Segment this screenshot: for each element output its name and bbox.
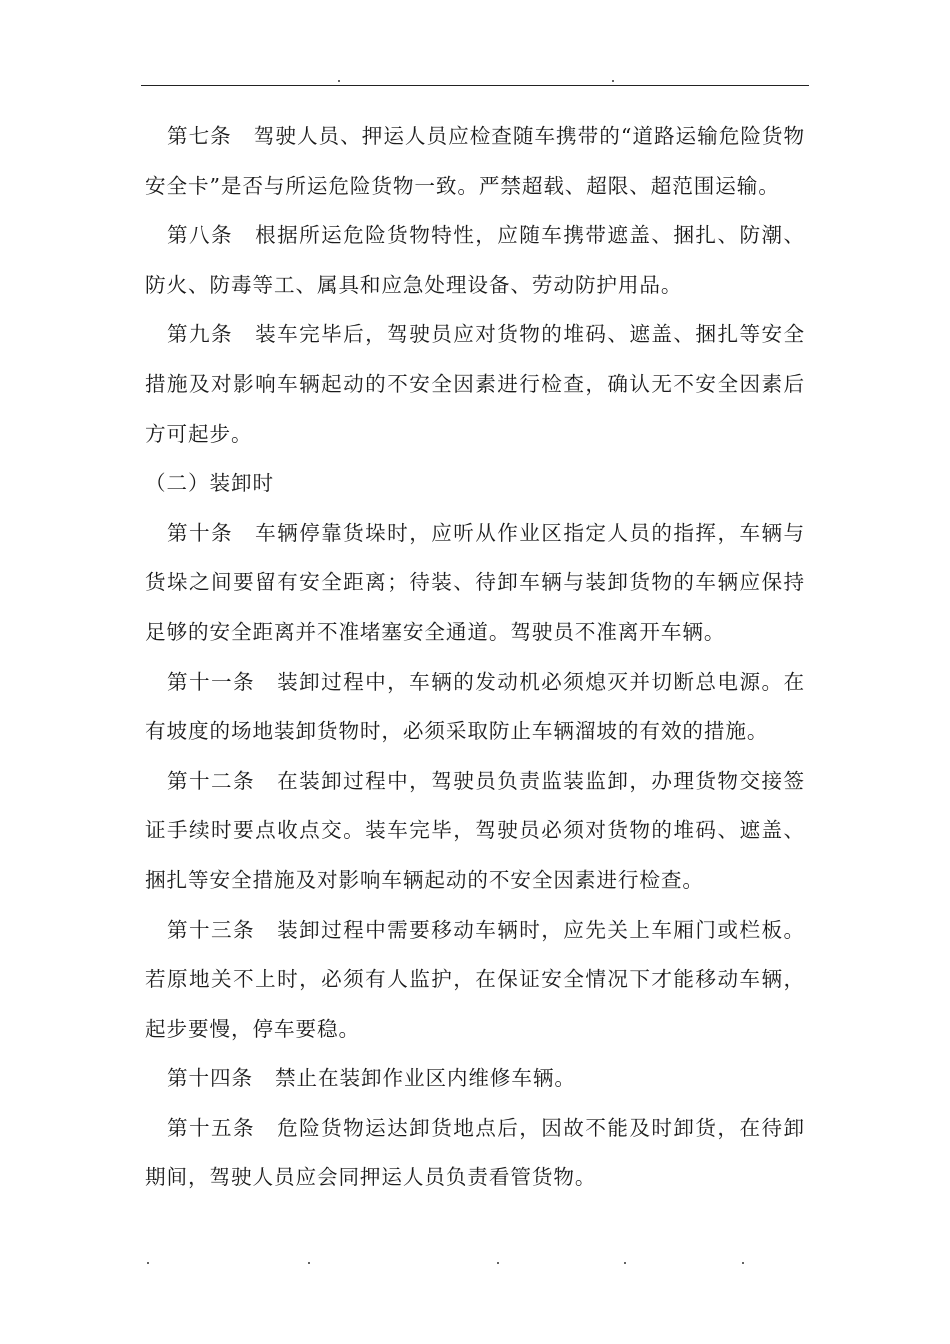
- footer-dot: [742, 1262, 744, 1264]
- article-12: [145, 757, 805, 906]
- header-dot: [338, 80, 340, 82]
- article-text: 在装卸过程中，驾驶员负责监装监卸，办理货物交接签证手续时要点收点交。装车完毕，驾驶员必须对货物的堆码、遮盖、捆扎等安全措施及对影响车辆起动的不安全因素进行检查。: [145, 768, 805, 892]
- header-dot: [612, 80, 614, 82]
- article-15: [145, 1104, 805, 1203]
- article-13: [145, 906, 805, 1055]
- article-text: 禁止在装卸作业区内维修车辆。: [274, 1066, 576, 1091]
- article-label: 第十三条: [167, 917, 256, 942]
- footer-dot: [624, 1262, 626, 1264]
- article-text: 根据所运危险货物特性，应随车携带遮盖、捆扎、防潮、防火、防毒等工、属具和应急处理设备、劳动防护用品。: [145, 223, 806, 297]
- footer-dot: [308, 1262, 310, 1264]
- article-11: [145, 658, 805, 757]
- article-text: 危险货物运达卸货地点后，因故不能及时卸货，在待卸期间，驾驶人员应会同押运人员负责看管货物。: [145, 1115, 805, 1190]
- section-heading: （二）装卸时: [145, 471, 274, 496]
- article-14: [145, 1054, 805, 1104]
- article-text: 装卸过程中需要移动车辆时，应先关上车厢门或栏板。若原地关不上时，必须有人监护，在保证安全情况下才能移动车辆，起步要慢，停车要稳。: [145, 917, 805, 1041]
- footer-dot: [147, 1262, 149, 1264]
- article-text: 驾驶人员、押运人员应检查随车携带的“道路运输危险货物安全卡”是否与所运危险货物一致。严禁超载、超限、超范围运输。: [145, 124, 805, 198]
- article-label: 第十条: [167, 520, 234, 545]
- article-9: [145, 310, 805, 459]
- document-body: [145, 112, 805, 1203]
- article-text: 装车完毕后，驾驶员应对货物的堆码、遮盖、捆扎等安全措施及对影响车辆起动的不安全因素进行检查，确认无不安全因素后方可起步。: [145, 322, 806, 446]
- article-10: [145, 509, 805, 658]
- header-rule: [141, 85, 809, 86]
- footer-dot: [497, 1262, 499, 1264]
- article-8: [145, 211, 805, 310]
- article-text: 装卸过程中，车辆的发动机必须熄灭并切断总电源。在有坡度的场地装卸货物时，必须采取防止车辆溜坡的有效的措施。: [145, 669, 805, 744]
- article-text: 车辆停靠货垛时，应听从作业区指定人员的指挥，车辆与货垛之间要留有安全距离；待装、待卸车辆与装卸货物的车辆应保持足够的安全距离并不准堵塞安全通道。驾驶员不准离开车辆。: [145, 520, 806, 644]
- article-7: [145, 112, 805, 211]
- article-label: 第十四条: [167, 1066, 253, 1091]
- article-label: 第十五条: [167, 1115, 256, 1140]
- article-label: 第九条: [167, 322, 234, 347]
- article-label: 第十一条: [167, 669, 256, 694]
- article-label: 第七条: [167, 124, 232, 148]
- article-label: 第八条: [167, 223, 234, 248]
- article-label: 第十二条: [167, 768, 256, 793]
